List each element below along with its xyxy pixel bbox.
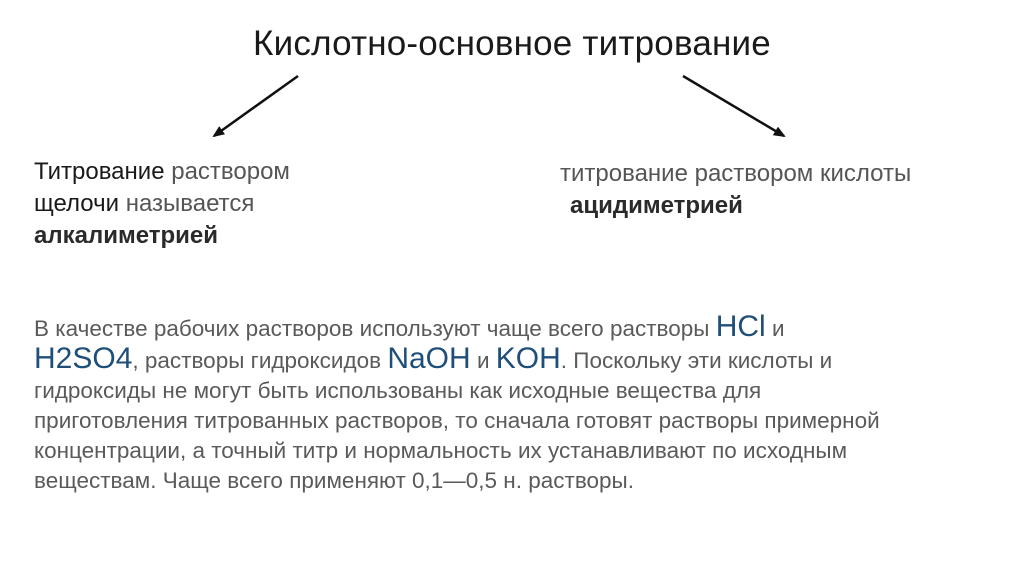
left-text-1: раствором bbox=[164, 158, 290, 185]
para-line-2b: и bbox=[470, 348, 496, 373]
arrow-left bbox=[214, 76, 298, 136]
para-line-5: концентрации, а точный титр и нормальность их устанавливают по исходным bbox=[34, 438, 848, 463]
para-line-1-tail: и bbox=[765, 316, 785, 341]
para-line-3: гидроксиды не могут быть использованы как исходные вещества для bbox=[34, 378, 762, 403]
term-alkalimetry: алкалиметрией bbox=[34, 222, 219, 249]
acidimetry-definition bbox=[560, 158, 1010, 222]
right-text: титрование раствором кислоты bbox=[560, 160, 912, 187]
para-line-6: веществам. Чаще всего применяют 0,1—0,5 н. растворы. bbox=[34, 468, 634, 493]
chem-koh: KOH bbox=[495, 342, 561, 375]
arrow-right bbox=[683, 76, 784, 136]
chem-hcl: HCl bbox=[715, 310, 766, 343]
left-word-alkali: щелочи bbox=[34, 190, 120, 217]
para-line-2a: , растворы гидроксидов bbox=[132, 348, 388, 373]
left-text-2: называется bbox=[119, 190, 255, 217]
para-line-4: приготовления титрованных растворов, то сначала готовят растворы примерной bbox=[34, 408, 880, 433]
term-acidimetry: ацидиметрией bbox=[570, 192, 743, 219]
alkalimetry-definition bbox=[34, 156, 374, 252]
body-paragraph bbox=[34, 312, 994, 496]
chem-h2so4: H2SO4 bbox=[34, 342, 133, 375]
para-line-2c: . Поскольку эти кислоты и bbox=[560, 348, 833, 373]
slide-title: Кислотно-основное титрование bbox=[253, 24, 771, 63]
chem-naoh: NaOH bbox=[387, 342, 471, 375]
para-line-1: В качестве рабочих растворов используют чаще всего растворы bbox=[34, 316, 716, 341]
left-word-titration: Титрование bbox=[34, 158, 165, 185]
